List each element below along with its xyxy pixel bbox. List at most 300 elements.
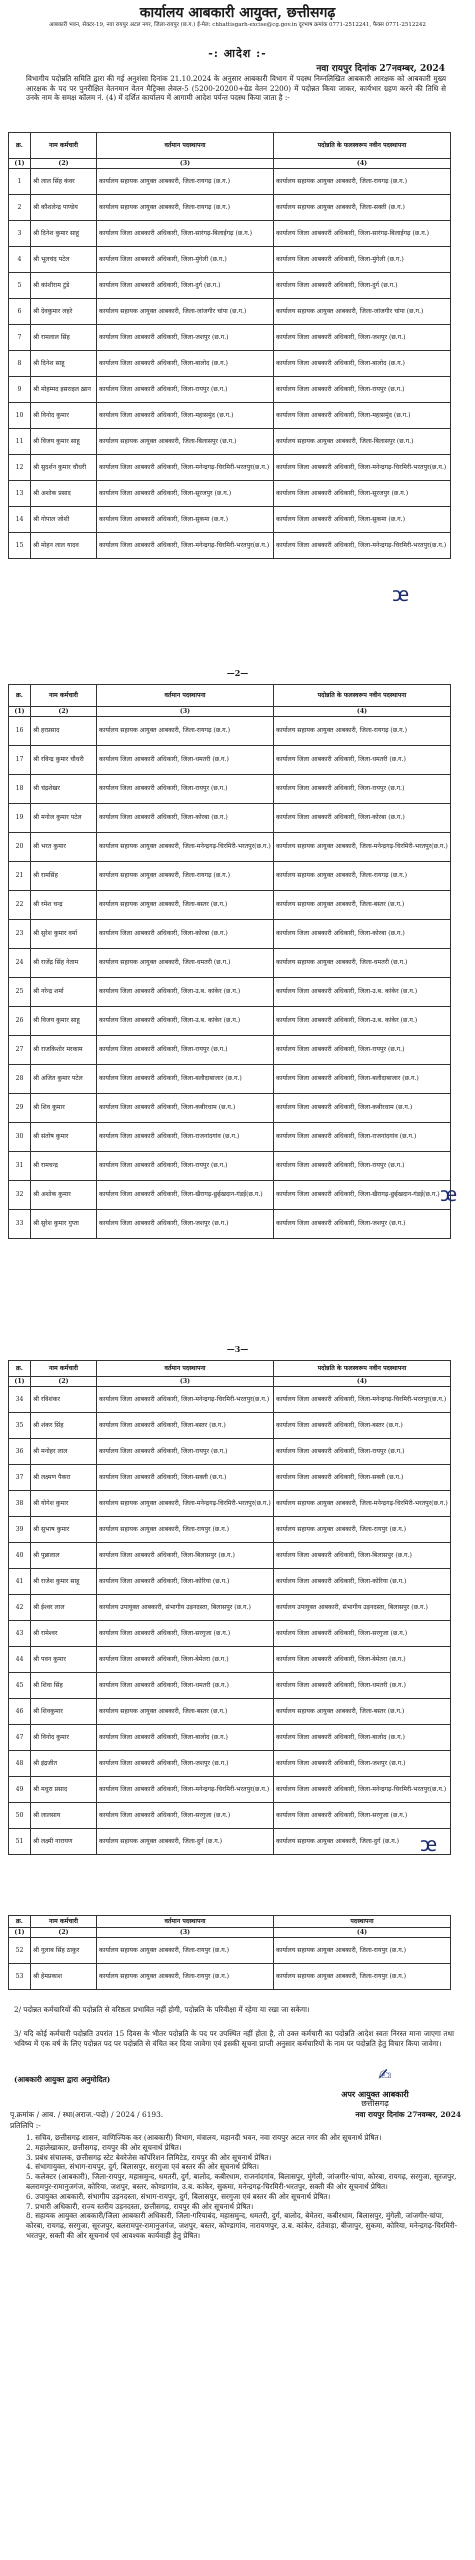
serial-cell: 30 xyxy=(9,1123,31,1152)
serial-cell: 52 xyxy=(9,1938,31,1964)
serial-cell: 24 xyxy=(9,949,31,978)
serial-cell: 9 xyxy=(9,377,31,403)
col-header-current: वर्तमान पदस्थापना xyxy=(97,685,274,707)
signature-mark: ✍ xyxy=(378,2065,392,2084)
current-posting-cell: कार्यालय जिला आबकारी अधिकारी, जिला-बेमेतरा (छ.ग.) xyxy=(97,1647,274,1673)
current-posting-cell: कार्यालय सहायक आयुक्त आबकारी, जिला-मनेन्द्रगढ़-चिरमिरी-भरतपुर(छ.ग.) xyxy=(97,1491,274,1517)
current-posting-cell: कार्यालय जिला आबकारी अधिकारी, जिला-कोरिया (छ.ग.) xyxy=(97,1569,274,1595)
employee-name-cell: श्री अजित कुमार पटेल xyxy=(31,1065,97,1094)
serial-cell: 48 xyxy=(9,1751,31,1777)
new-posting-cell: कार्यालय सहायक आयुक्त आबकारी, जिला-रायगढ़ (छ.ग.) xyxy=(274,169,451,195)
employee-name-cell: श्री मोहम्मद इसराइल ख़ान xyxy=(31,377,97,403)
new-posting-cell: कार्यालय जिला आबकारी अधिकारी, जिला-दुर्ग (छ.ग.) xyxy=(274,273,451,299)
employee-name-cell: श्री हेमप्रकाश xyxy=(31,1964,97,1990)
new-posting-cell: कार्यालय जिला आबकारी अधिकारी, जिला-मनेन्द्रगढ़-चिरमिरी-भरतपुर(छ.ग.) xyxy=(274,1387,451,1413)
serial-cell: 2 xyxy=(9,195,31,221)
table-row xyxy=(9,1829,451,1855)
col-index: (1) xyxy=(9,1377,31,1387)
new-posting-cell: कार्यालय जिला आबकारी अधिकारी, जिला-बिलासपुर (छ.ग.) xyxy=(274,1543,451,1569)
page-number: —2— xyxy=(226,668,249,678)
copy-item: 7. प्रभारी अधिकारी, राज्य स्तरीय उड़नदस्ता, छत्तीसगढ़, रायपुर की ओर सूचनार्थ प्रेषित। xyxy=(26,2201,254,2211)
employee-name-cell: श्री लालसाय xyxy=(31,1803,97,1829)
serial-cell: 17 xyxy=(9,746,31,775)
office-title: कार्यालय आबकारी आयुक्त, छत्तीसगढ़ xyxy=(139,5,336,21)
signatory-designation: अपर आयुक्त आबकारी xyxy=(341,2089,409,2099)
new-posting-cell: कार्यालय सहायक आयुक्त आबकारी, जिला-बस्तर (छ.ग.) xyxy=(274,1699,451,1725)
current-posting-cell: कार्यालय जिला आबकारी अधिकारी, जिला-सुकमा (छ.ग.) xyxy=(97,507,274,533)
table-row xyxy=(9,351,451,377)
col-header-name: नाम कर्मचारी xyxy=(31,133,97,159)
col-header-name: नाम कर्मचारी xyxy=(31,1361,97,1377)
copy-item: 1. सचिव, छत्तीसगढ़ शासन, वाणिज्यिक कर (आबकारी) विभाग, मंत्रालय, महानदी भवन, नवा रायपुर अटल नगर की ओर सूचनार्थ प्रेषित। xyxy=(26,2133,382,2142)
table-row xyxy=(9,195,451,221)
table-row xyxy=(9,920,451,949)
new-posting-cell: कार्यालय जिला आबकारी अधिकारी, जिला-रायपुर (छ.ग.) xyxy=(274,1439,451,1465)
current-posting-cell: कार्यालय जिला आबकारी अधिकारी, जिला-रायपुर (छ.ग.) xyxy=(97,1152,274,1181)
employee-name-cell: श्री चंद्रशेखर xyxy=(31,775,97,804)
table-row xyxy=(9,891,451,920)
new-posting-cell: कार्यालय जिला आबकारी अधिकारी, जिला-राजनांदगांव (छ.ग.) xyxy=(274,1123,451,1152)
serial-cell: 29 xyxy=(9,1094,31,1123)
new-posting-cell: कार्यालय सहायक आयुक्त आबकारी, जिला-धमतरी (छ.ग.) xyxy=(274,949,451,978)
new-posting-cell: कार्यालय जिला आबकारी अधिकारी, जिला-मनेन्द्रगढ़-चिरमिरी-भरतपुर(छ.ग.) xyxy=(274,533,451,559)
col-header-sno: क्र. xyxy=(9,1361,31,1377)
table-row xyxy=(9,1621,451,1647)
current-posting-cell: कार्यालय जिला आबकारी अधिकारी, जिला-महासमुंद (छ.ग.) xyxy=(97,403,274,429)
employee-name-cell: श्री लक्ष्मी नारायण xyxy=(31,1829,97,1855)
copy-item: 8. सहायक आयुक्त आबकारी/जिला आबकारी अधिकारी, जिला-गरियाबंद, महासमुन्द, धमतरी, दुर्ग, बालोद, बेमेतरा, कबीरधाम, बिलासपुर, मुंगेली, जांजगीर-चांपा, कोरबा, रायगढ़, सरगुजा, सूरजपुर, बलरामपुर-रामानुजगंज, जशपुर, बस्तर, कोण्डागांव, नारायणपुर, उ.ब. कांकेर, दंतेवाड़ा, बीजापुर, सुकमा, कोरिया, मनेन्द्रगढ़-चिरमिरी-भरतपुर, सक्ती की ओर सूचनार्थ एवं आवश्यक कार्यवाही हेतु प्रेषित। xyxy=(26,2211,458,2240)
col-header-new: पदोन्नति के फलस्वरूप नवीन पदस्थापना xyxy=(274,133,451,159)
new-posting-cell: कार्यालय जिला आबकारी अधिकारी, जिला-कबीरधाम (छ.ग.) xyxy=(274,1094,451,1123)
new-posting-cell: कार्यालय जिला आबकारी अधिकारी, जिला-रायपुर (छ.ग.) xyxy=(274,775,451,804)
new-posting-cell: कार्यालय जिला आबकारी अधिकारी, जिला-बालोद (छ.ग.) xyxy=(274,1725,451,1751)
table-row xyxy=(9,862,451,891)
employee-name-cell: श्री राजेंद्र सिंह नेताम xyxy=(31,949,97,978)
current-posting-cell: कार्यालय जिला आबकारी अधिकारी, जिला-सरगुजा (छ.ग.) xyxy=(97,1803,274,1829)
order-date: नवा रायपुर दिनांक 27नवम्बर, 2024 xyxy=(316,64,445,74)
order-page-1 xyxy=(0,0,475,620)
serial-cell: 46 xyxy=(9,1699,31,1725)
employee-name-cell: श्री गोपाल जोशी xyxy=(31,507,97,533)
serial-cell: 18 xyxy=(9,775,31,804)
table-row xyxy=(9,377,451,403)
table-row xyxy=(9,1094,451,1123)
employee-name-cell: श्री सुरेश कुमार गुप्ता xyxy=(31,1210,97,1239)
employee-name-cell: श्री विजय कुमार साहू xyxy=(31,1007,97,1036)
current-posting-cell: कार्यालय सहायक आयुक्त आबकारी, जिला-मनेन्द्रगढ़-चिरमिरी-भरतपुर(छ.ग.) xyxy=(97,833,274,862)
new-posting-cell: कार्यालय जिला आबकारी अधिकारी, जिला-सरगुजा (छ.ग.) xyxy=(274,1803,451,1829)
current-posting-cell: कार्यालय सहायक आयुक्त आबकारी, जिला-जांजगीर चांपा (छ.ग.) xyxy=(97,299,274,325)
serial-cell: 28 xyxy=(9,1065,31,1094)
table-row xyxy=(9,1036,451,1065)
new-posting-cell: कार्यालय जिला आबकारी अधिकारी, जिला-सरगुजा (छ.ग.) xyxy=(274,1621,451,1647)
table-row xyxy=(9,429,451,455)
current-posting-cell: कार्यालय जिला आबकारी अधिकारी, जिला-धमतरी (छ.ग.) xyxy=(97,1673,274,1699)
table-row xyxy=(9,1439,451,1465)
serial-cell: 40 xyxy=(9,1543,31,1569)
col-index: (4) xyxy=(274,1928,451,1938)
table-row xyxy=(9,1181,451,1210)
new-posting-cell: कार्यालय जिला आबकारी अधिकारी, जिला-रायपुर (छ.ग.) xyxy=(274,377,451,403)
col-header-current: वर्तमान पदस्थापना xyxy=(97,1916,274,1928)
col-header-sno: क्र. xyxy=(9,1916,31,1928)
employee-name-cell: श्री ईश्वर लाल xyxy=(31,1595,97,1621)
col-index: (3) xyxy=(97,1928,274,1938)
serial-cell: 19 xyxy=(9,804,31,833)
approval-note: (आबकारी आयुक्त द्वारा अनुमोदित) xyxy=(14,2075,111,2084)
col-header-new: पदोन्नति के फलस्वरूप नवीन पदस्थापना xyxy=(274,685,451,707)
employee-name-cell: श्री कौशलेन्द्र पाण्डेय xyxy=(31,195,97,221)
table-row xyxy=(9,325,451,351)
current-posting-cell: कार्यालय जिला आबकारी अधिकारी, जिला-उ.ब. कांकेर (छ.ग.) xyxy=(97,978,274,1007)
serial-cell: 22 xyxy=(9,891,31,920)
col-index: (4) xyxy=(274,707,451,717)
table-row xyxy=(9,1517,451,1543)
employee-name-cell: श्री संतोष कुमार xyxy=(31,1123,97,1152)
employee-name-cell: श्री योगेश कुमार xyxy=(31,1491,97,1517)
current-posting-cell: कार्यालय उपायुक्त आबकारी, संभागीय उड़नदस्ता, बिलासपुर (छ.ग.) xyxy=(97,1595,274,1621)
note-3: 3/ यदि कोई कर्मचारी पदोन्नति उपरांत 15 दिवस के भीतर पदोन्नति के पद पर उपस्थित नहीं होता है, तो उक्त कर्मचारी का पदोन्नति आदेश स्वतः निरस्त माना जाएगा तथा भविष्य में एक वर्ष के लिए पदोन्नत पद पर पदोन्नति से वंचित कर दिया जावेगा एवं इसकी सूचना प्राप्ती अनुसार कर्मचारियों के नाम पर पदोन्नति हेतु विचार किया जावेगा। xyxy=(14,2029,454,2048)
current-posting-cell: कार्यालय जिला आबकारी अधिकारी, जिला-कोरबा (छ.ग.) xyxy=(97,920,274,949)
current-posting-cell: कार्यालय जिला आबकारी अधिकारी, जिला-कोरबा (छ.ग.) xyxy=(97,804,274,833)
new-posting-cell: कार्यालय सहायक आयुक्त आबकारी, जिला-रायपुर (छ.ग.) xyxy=(274,1964,451,1990)
serial-cell: 3 xyxy=(9,221,31,247)
new-posting-cell: कार्यालय जिला आबकारी अधिकारी, जिला-मुंगेली (छ.ग.) xyxy=(274,247,451,273)
employee-name-cell: श्री शिवा सिंह xyxy=(31,1673,97,1699)
employee-name-cell: श्री रामसिंह xyxy=(31,862,97,891)
serial-cell: 33 xyxy=(9,1210,31,1239)
table-row xyxy=(9,1699,451,1725)
note-2: 2/ पदोन्नत कर्मचारियों की पदोन्नति से वरिष्ठता प्रभावित नहीं होगी, पदोन्नति के परिवीक्षा में रहेगा या रखा जा सकेगा। xyxy=(14,2005,310,2014)
serial-cell: 1 xyxy=(9,169,31,195)
col-header-new: पदोन्नति के फलस्वरूप नवीन पदस्थापना xyxy=(274,1361,451,1377)
new-posting-cell: कार्यालय जिला आबकारी अधिकारी, जिला-बस्तर (छ.ग.) xyxy=(274,1413,451,1439)
serial-cell: 5 xyxy=(9,273,31,299)
employee-name-cell: श्री रविन्द्र कुमार चौधरी xyxy=(31,746,97,775)
employee-name-cell: श्री हरप्रसाद xyxy=(31,717,97,746)
serial-cell: 36 xyxy=(9,1439,31,1465)
serial-cell: 20 xyxy=(9,833,31,862)
current-posting-cell: कार्यालय जिला आबकारी अधिकारी, जिला-धमतरी (छ.ग.) xyxy=(97,746,274,775)
signatory-state: छत्तीसगढ़ xyxy=(361,2099,389,2108)
current-posting-cell: कार्यालय सहायक आयुक्त आबकारी, जिला-रायपुर (छ.ग.) xyxy=(97,1964,274,1990)
employee-name-cell: श्री देवकुमार लहरे xyxy=(31,299,97,325)
promotion-table-2 xyxy=(8,684,451,1239)
serial-cell: 23 xyxy=(9,920,31,949)
new-posting-cell: कार्यालय सहायक आयुक्त आबकारी, जिला-रायपुर (छ.ग.) xyxy=(274,1517,451,1543)
employee-name-cell: श्री नरेन्द्र शर्मा xyxy=(31,978,97,1007)
new-posting-cell: कार्यालय जिला आबकारी अधिकारी, जिला-सारंगढ़-बिलाईगढ़ (छ.ग.) xyxy=(274,221,451,247)
col-header-name: नाम कर्मचारी xyxy=(31,685,97,707)
serial-cell: 53 xyxy=(9,1964,31,1990)
new-posting-cell: कार्यालय जिला आबकारी अधिकारी, जिला-बालोद (छ.ग.) xyxy=(274,351,451,377)
employee-name-cell: श्री भूलचंद पटेल xyxy=(31,247,97,273)
copy-item: 2. महालेखाकार, छत्तीसगढ़, रायपुर की ओर सूचनार्थ प्रेषित। xyxy=(26,2142,182,2152)
table-row xyxy=(9,1647,451,1673)
current-posting-cell: कार्यालय सहायक आयुक्त आबकारी, जिला-रायगढ़ (छ.ग.) xyxy=(97,195,274,221)
employee-name-cell: श्री दिनेश कुमार साहू xyxy=(31,221,97,247)
current-posting-cell: कार्यालय जिला आबकारी अधिकारी, जिला-उ.ब. कांकेर (छ.ग.) xyxy=(97,1007,274,1036)
current-posting-cell: कार्यालय जिला आबकारी अधिकारी, जिला-खैरागढ़-छुईखदान-गंडई(छ.ग.) xyxy=(97,1181,274,1210)
serial-cell: 34 xyxy=(9,1387,31,1413)
serial-cell: 45 xyxy=(9,1673,31,1699)
table-row xyxy=(9,221,451,247)
serial-cell: 39 xyxy=(9,1517,31,1543)
endorsement-date: नवा रायपुर दिनांक 27नवम्बर, 2024 xyxy=(355,2110,461,2119)
col-index: (1) xyxy=(9,707,31,717)
new-posting-cell: कार्यालय सहायक आयुक्त आबकारी, जिला-रायपुर (छ.ग.) xyxy=(274,1938,451,1964)
current-posting-cell: कार्यालय जिला आबकारी अधिकारी, जिला-जशपुर (छ.ग.) xyxy=(97,325,274,351)
current-posting-cell: कार्यालय जिला आबकारी अधिकारी, जिला-बस्तर (छ.ग.) xyxy=(97,1413,274,1439)
table-row xyxy=(9,949,451,978)
employee-name-cell: श्री विनोद कुमार xyxy=(31,1725,97,1751)
current-posting-cell: कार्यालय सहायक आयुक्त आबकारी, जिला-बस्तर (छ.ग.) xyxy=(97,1699,274,1725)
col-header-current: वर्तमान पदस्थापना xyxy=(97,133,274,159)
table-row xyxy=(9,1491,451,1517)
new-posting-cell: कार्यालय जिला आबकारी अधिकारी, जिला-सक्ती (छ.ग.) xyxy=(274,1465,451,1491)
new-posting-cell: कार्यालय जिला आबकारी अधिकारी, जिला-कोरिया (छ.ग.) xyxy=(274,1569,451,1595)
col-index: (1) xyxy=(9,159,31,169)
employee-name-cell: श्री गुलाब सिंह ठाकुर xyxy=(31,1938,97,1964)
employee-name-cell: श्री अशोक कुमार xyxy=(31,1181,97,1210)
table-row xyxy=(9,169,451,195)
table-row xyxy=(9,533,451,559)
new-posting-cell: कार्यालय जिला आबकारी अधिकारी, जिला-उ.ब. कांकेर (छ.ग.) xyxy=(274,978,451,1007)
current-posting-cell: कार्यालय जिला आबकारी अधिकारी, जिला-दुर्ग (छ.ग.) xyxy=(97,273,274,299)
table-row xyxy=(9,833,451,862)
col-index: (3) xyxy=(97,707,274,717)
table-row xyxy=(9,273,451,299)
col-index: (2) xyxy=(31,1377,97,1387)
current-posting-cell: कार्यालय सहायक आयुक्त आबकारी, जिला-बिलासपुर (छ.ग.) xyxy=(97,429,274,455)
copy-to-label: प्रतिलिपि :- xyxy=(10,2121,41,2130)
copy-item: 4. संभागायुक्त, संभाग-रायपुर, दुर्ग, बिलासपुर, सरगुजा एवं बस्तर की ओर सूचनार्थ प्रेषित। xyxy=(26,2162,260,2172)
serial-cell: 4 xyxy=(9,247,31,273)
current-posting-cell: कार्यालय सहायक आयुक्त आबकारी, जिला-दुर्ग (छ.ग.) xyxy=(97,1829,274,1855)
current-posting-cell: कार्यालय जिला आबकारी अधिकारी, जिला-रायपुर (छ.ग.) xyxy=(97,775,274,804)
serial-cell: 44 xyxy=(9,1647,31,1673)
order-page-4 xyxy=(0,1905,475,2560)
new-posting-cell: कार्यालय जिला आबकारी अधिकारी, जिला-बलौदाबाजार (छ.ग.) xyxy=(274,1065,451,1094)
page-number: —3— xyxy=(226,1344,249,1354)
office-address: आबकारी भवन, सेक्टर-19, नवा रायपुर अटल नगर, जिला-रायपुर (छ.ग.) ई-मेल: chhattisgarh-excise@cg.gov.in दूरभाष क्रमांक 0771-2512241, फैक्स 0771-2512242 xyxy=(49,22,426,28)
table-row xyxy=(9,1964,451,1990)
table-row xyxy=(9,1465,451,1491)
employee-name-cell: श्री रमेश चन्द्र xyxy=(31,891,97,920)
employee-name-cell: श्री शिव कुमार xyxy=(31,1094,97,1123)
order-page-3 xyxy=(0,1340,475,1870)
current-posting-cell: कार्यालय जिला आबकारी अधिकारी, जिला-बालोद (छ.ग.) xyxy=(97,1725,274,1751)
table-row xyxy=(9,1543,451,1569)
order-intro: विभागीय पदोन्नति समिति द्वारा की गई अनुशंसा दिनांक 21.10.2024 के अनुसार आबकारी विभाग में पदस्थ निम्नलिखित आबकारी आरक्षक को आबकारी मुख्य आरक्षक के पद पर पुनरीक्षित वेतनमान वेतन मैट्रिक्स लेवल-5 (5200-20200+ग्रेड वेतन 2200) में पदोन्नत किया जाकर, कार्यभार ग्रहण करने की तिथि से उनके नाम के समक्ष कॉलम नं. (4) में दर्शित कार्यालय में आगामी आदेश पर्यन्त पदस्थ किया जाता है :- xyxy=(26,74,446,103)
new-posting-cell: कार्यालय जिला आबकारी अधिकारी, जिला-सुकमा (छ.ग.) xyxy=(274,507,451,533)
serial-cell: 7 xyxy=(9,325,31,351)
employee-name-cell: श्री सुरेश कुमार वर्मा xyxy=(31,920,97,949)
order-page-2 xyxy=(0,660,475,1300)
new-posting-cell: कार्यालय जिला आबकारी अधिकारी, जिला-मनेन्द्रगढ़-चिरमिरी-भरतपुर(छ.ग.) xyxy=(274,1777,451,1803)
employee-name-cell: श्री कांशीराम टुंडे xyxy=(31,273,97,299)
promotion-table-3 xyxy=(8,1360,451,1855)
serial-cell: 37 xyxy=(9,1465,31,1491)
col-header-name: नाम कर्मचारी xyxy=(31,1916,97,1928)
copy-item: 6. उपायुक्त आबकारी, संभागीय उड़नदस्ता, संभाग-रायपुर, दुर्ग, बिलासपुर, सरगुजा एवं बस्तर की ओर सूचनार्थ प्रेषित। xyxy=(26,2191,331,2201)
endorsement-ref: पृ.क्रमांक / आब. / स्था(अराज.-पदो) / 2024 / 6193. xyxy=(10,2110,164,2119)
current-posting-cell: कार्यालय सहायक आयुक्त आबकारी, जिला-रायगढ़ (छ.ग.) xyxy=(97,169,274,195)
current-posting-cell: कार्यालय जिला आबकारी अधिकारी, जिला-बिलासपुर (छ.ग.) xyxy=(97,1543,274,1569)
current-posting-cell: कार्यालय जिला आबकारी अधिकारी, जिला-सारंगढ़-बिलाईगढ़ (छ.ग.) xyxy=(97,221,274,247)
table-row xyxy=(9,1751,451,1777)
employee-name-cell: श्री रामेश्वर xyxy=(31,1621,97,1647)
current-posting-cell: कार्यालय जिला आबकारी अधिकारी, जिला-रायपुर (छ.ग.) xyxy=(97,1036,274,1065)
serial-cell: 11 xyxy=(9,429,31,455)
copy-to-list xyxy=(26,2133,461,2241)
employee-name-cell: श्री विनोद कुमार xyxy=(31,403,97,429)
current-posting-cell: कार्यालय सहायक आयुक्त आबकारी, जिला-बस्तर (छ.ग.) xyxy=(97,891,274,920)
serial-cell: 25 xyxy=(9,978,31,1007)
current-posting-cell: कार्यालय जिला आबकारी अधिकारी, जिला-जशपुर (छ.ग.) xyxy=(97,1210,274,1239)
current-posting-cell: कार्यालय सहायक आयुक्त आबकारी, जिला-रायपुर (छ.ग.) xyxy=(97,1938,274,1964)
current-posting-cell: कार्यालय जिला आबकारी अधिकारी, जिला-सरगुजा (छ.ग.) xyxy=(97,1621,274,1647)
employee-name-cell: श्री मधुरा प्रसाद xyxy=(31,1777,97,1803)
col-index: (4) xyxy=(274,159,451,169)
table-row xyxy=(9,1569,451,1595)
col-index: (1) xyxy=(9,1928,31,1938)
current-posting-cell: कार्यालय जिला आबकारी अधिकारी, जिला-मनेन्द्रगढ़-चिरमिरी-भरतपुर(छ.ग.) xyxy=(97,1387,274,1413)
current-posting-cell: कार्यालय जिला आबकारी अधिकारी, जिला-कबीरधाम (छ.ग.) xyxy=(97,1094,274,1123)
initials-mark: ꭢ xyxy=(440,1182,458,1206)
serial-cell: 32 xyxy=(9,1181,31,1210)
table-row xyxy=(9,1413,451,1439)
employee-name-cell: श्री लाल सिंह कंवर xyxy=(31,169,97,195)
col-index: (4) xyxy=(274,1377,451,1387)
employee-name-cell: श्री भरत कुमार xyxy=(31,833,97,862)
serial-cell: 15 xyxy=(9,533,31,559)
serial-cell: 27 xyxy=(9,1036,31,1065)
new-posting-cell: कार्यालय सहायक आयुक्त आबकारी, जिला-रायगढ़ (छ.ग.) xyxy=(274,862,451,891)
col-header-sno: क्र. xyxy=(9,685,31,707)
employee-name-cell: श्री रविशंकर xyxy=(31,1387,97,1413)
new-posting-cell: कार्यालय सहायक आयुक्त आबकारी, जिला-बस्तर (छ.ग.) xyxy=(274,891,451,920)
serial-cell: 6 xyxy=(9,299,31,325)
table-row xyxy=(9,1210,451,1239)
serial-cell: 21 xyxy=(9,862,31,891)
table-row xyxy=(9,507,451,533)
employee-name-cell: श्री पवन कुमार xyxy=(31,1647,97,1673)
new-posting-cell: कार्यालय जिला आबकारी अधिकारी, जिला-कोरबा (छ.ग.) xyxy=(274,804,451,833)
serial-cell: 41 xyxy=(9,1569,31,1595)
table-row xyxy=(9,1673,451,1699)
table-row xyxy=(9,1938,451,1964)
employee-name-cell: श्री राजेश कुमार साहू xyxy=(31,1569,97,1595)
new-posting-cell: कार्यालय सहायक आयुक्त आबकारी, जिला-जांजगीर चांपा (छ.ग.) xyxy=(274,299,451,325)
col-index: (3) xyxy=(97,1377,274,1387)
employee-name-cell: श्री अशोक प्रसाद xyxy=(31,481,97,507)
table-row xyxy=(9,804,451,833)
current-posting-cell: कार्यालय जिला आबकारी अधिकारी, जिला-मनेन्द्रगढ़-चिरमिरी-भरतपुर(छ.ग.) xyxy=(97,455,274,481)
current-posting-cell: कार्यालय जिला आबकारी अधिकारी, जिला-सक्ती (छ.ग.) xyxy=(97,1465,274,1491)
current-posting-cell: कार्यालय जिला आबकारी अधिकारी, जिला-बलौदाबाजार (छ.ग.) xyxy=(97,1065,274,1094)
col-index: (2) xyxy=(31,707,97,717)
table-row xyxy=(9,746,451,775)
current-posting-cell: कार्यालय जिला आबकारी अधिकारी, जिला-मुंगेली (छ.ग.) xyxy=(97,247,274,273)
employee-name-cell: श्री सुभाष कुमार xyxy=(31,1517,97,1543)
employee-name-cell: श्री इंद्रजीत xyxy=(31,1751,97,1777)
employee-name-cell: श्री दिनेश साहू xyxy=(31,351,97,377)
new-posting-cell: कार्यालय जिला आबकारी अधिकारी, जिला-धमतरी (छ.ग.) xyxy=(274,1673,451,1699)
employee-name-cell: श्री राजकिशोर मरकाम xyxy=(31,1036,97,1065)
serial-cell: 26 xyxy=(9,1007,31,1036)
serial-cell: 14 xyxy=(9,507,31,533)
current-posting-cell: कार्यालय सहायक आयुक्त आबकारी, जिला-धमतरी (छ.ग.) xyxy=(97,949,274,978)
col-header-sno: क्र. xyxy=(9,133,31,159)
serial-cell: 50 xyxy=(9,1803,31,1829)
new-posting-cell: कार्यालय जिला आबकारी अधिकारी, जिला-जशपुर (छ.ग.) xyxy=(274,1210,451,1239)
serial-cell: 35 xyxy=(9,1413,31,1439)
table-row xyxy=(9,1595,451,1621)
serial-cell: 10 xyxy=(9,403,31,429)
table-row xyxy=(9,1725,451,1751)
table-row xyxy=(9,455,451,481)
table-row xyxy=(9,717,451,746)
table-row xyxy=(9,1007,451,1036)
employee-name-cell: श्री मनोज कुमार पटेल xyxy=(31,804,97,833)
new-posting-cell: कार्यालय सहायक आयुक्त आबकारी, जिला-दुर्ग (छ.ग.) xyxy=(274,1829,451,1855)
employee-name-cell: श्री सुदर्शन कुमार चौधरी xyxy=(31,455,97,481)
new-posting-cell: कार्यालय जिला आबकारी अधिकारी, जिला-धमतरी (छ.ग.) xyxy=(274,746,451,775)
table-row xyxy=(9,1777,451,1803)
serial-cell: 49 xyxy=(9,1777,31,1803)
current-posting-cell: कार्यालय जिला आबकारी अधिकारी, जिला-बालोद (छ.ग.) xyxy=(97,351,274,377)
serial-cell: 42 xyxy=(9,1595,31,1621)
table-row xyxy=(9,978,451,1007)
new-posting-cell: कार्यालय सहायक आयुक्त आबकारी, जिला-सक्ती (छ.ग.) xyxy=(274,195,451,221)
col-index: (2) xyxy=(31,1928,97,1938)
serial-cell: 12 xyxy=(9,455,31,481)
serial-cell: 8 xyxy=(9,351,31,377)
serial-cell: 31 xyxy=(9,1152,31,1181)
current-posting-cell: कार्यालय जिला आबकारी अधिकारी, जिला-राजनांदगांव (छ.ग.) xyxy=(97,1123,274,1152)
table-row xyxy=(9,1803,451,1829)
table-row xyxy=(9,1065,451,1094)
current-posting-cell: कार्यालय जिला आबकारी अधिकारी, जिला-सूरजपुर (छ.ग.) xyxy=(97,481,274,507)
new-posting-cell: कार्यालय जिला आबकारी अधिकारी, जिला-जशपुर (छ.ग.) xyxy=(274,1751,451,1777)
serial-cell: 51 xyxy=(9,1829,31,1855)
employee-name-cell: श्री शंकर सिंह xyxy=(31,1413,97,1439)
serial-cell: 47 xyxy=(9,1725,31,1751)
current-posting-cell: कार्यालय जिला आबकारी अधिकारी, जिला-रायपुर (छ.ग.) xyxy=(97,1439,274,1465)
copy-item: 3. प्रबंध संचालक, छत्तीसगढ़ स्टेट बेवरेजेस कॉर्पोरेशन लिमिटेड, रायपुर की ओर सूचनार्थ प्रेषित। xyxy=(26,2152,272,2162)
new-posting-cell: कार्यालय सहायक आयुक्त आबकारी, जिला-मनेन्द्रगढ़-चिरमिरी-भरतपुर(छ.ग.) xyxy=(274,1491,451,1517)
employee-name-cell: श्री मोहन लाल यादव xyxy=(31,533,97,559)
new-posting-cell: कार्यालय जिला आबकारी अधिकारी, जिला-कोरबा (छ.ग.) xyxy=(274,920,451,949)
current-posting-cell: कार्यालय सहायक आयुक्त आबकारी, जिला-रायपुर (छ.ग.) xyxy=(97,1517,274,1543)
table-row xyxy=(9,247,451,273)
table-row xyxy=(9,1387,451,1413)
current-posting-cell: कार्यालय जिला आबकारी अधिकारी, जिला-मनेन्द्रगढ़-चिरमिरी-भरतपुर(छ.ग.) xyxy=(97,533,274,559)
new-posting-cell: कार्यालय जिला आबकारी अधिकारी, जिला-बेमेतरा (छ.ग.) xyxy=(274,1647,451,1673)
new-posting-cell: कार्यालय जिला आबकारी अधिकारी, जिला-सूरजपुर (छ.ग.) xyxy=(274,481,451,507)
col-index: (3) xyxy=(97,159,274,169)
col-header-current: वर्तमान पदस्थापना xyxy=(97,1361,274,1377)
employee-name-cell: श्री रामलाल सिंह xyxy=(31,325,97,351)
new-posting-cell: कार्यालय उपायुक्त आबकारी, संभागीय उड़नदस्ता, बिलासपुर (छ.ग.) xyxy=(274,1595,451,1621)
current-posting-cell: कार्यालय जिला आबकारी अधिकारी, जिला-रायपुर (छ.ग.) xyxy=(97,377,274,403)
new-posting-cell: कार्यालय जिला आबकारी अधिकारी, जिला-खैरागढ़-छुईखदान-गंडई(छ.ग.) xyxy=(274,1181,451,1210)
employee-name-cell: श्री विजय कुमार साहू xyxy=(31,429,97,455)
employee-name-cell: श्री रामचन्द्र xyxy=(31,1152,97,1181)
table-row xyxy=(9,1123,451,1152)
new-posting-cell: कार्यालय जिला आबकारी अधिकारी, जिला-मनेन्द्रगढ़-चिरमिरी-भरतपुर(छ.ग.) xyxy=(274,455,451,481)
